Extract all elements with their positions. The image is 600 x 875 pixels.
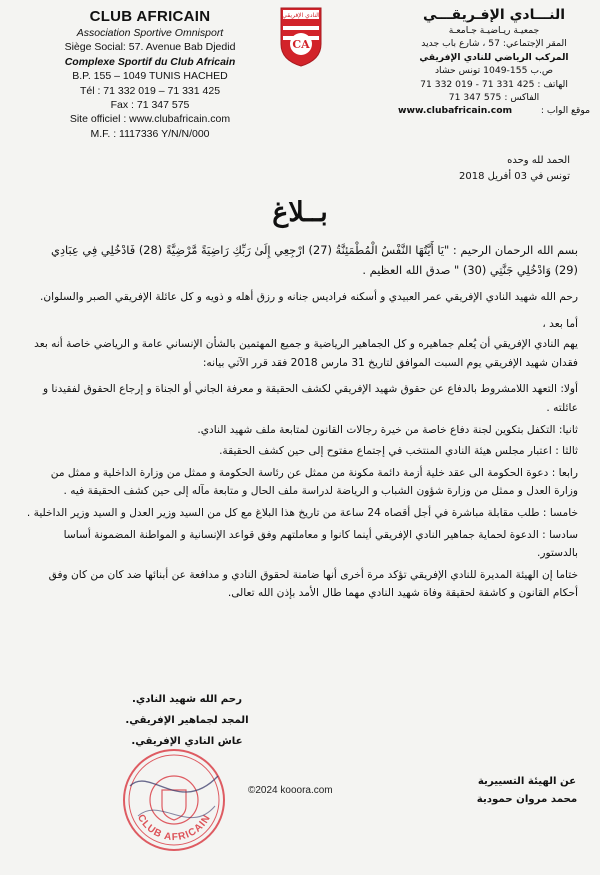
bp-ar: ص.ب 155-1049 تونس حشاد (434, 65, 554, 77)
tel-fr: Tél : 71 332 019 – 71 331 425 (79, 84, 221, 97)
site-ar-label: موقع الواب : (540, 105, 590, 117)
complex-ar: المركب الرياضي للنادي الإفريقي (419, 51, 569, 63)
club-name-ar: النـــادي الإفـريقـــي (422, 7, 565, 23)
decision-item: سادسا : الدعوة لحماية جماهير النادي الإفريقي أينما كانوا و معاملتهم وفق قواعد الإنسانية و المواطنة المضمونة أساسا بالدستور. (63, 528, 578, 560)
complex-fr: Complexe Sportif du Club Africain (64, 55, 236, 68)
siege-fr: Siège Social: 57. Avenue Bab Djedid (64, 41, 236, 54)
signature-block (467, 773, 587, 809)
decision-item: رابعا : دعوة الحكومة الى عقد خلية أزمة دائمة مكونة من ممثل عن رئاسة الحكومة و ممثل من وزارة الداخلية و ممثل من وزارة العدل و ممثل من وزارة شؤون الشباب و الرياضة لدراسة ملف الحال و متابعة مآله إلى حين كشف الحقيقة فيه . (50, 466, 578, 498)
closing-line: رحم الله شهيد النادي. (131, 694, 242, 705)
decision-item: ثالثا : اعتبار مجلس هيئة النادي المنتخب في إجتماع مفتوح إلى حين كشف الحقيقة. (219, 445, 578, 458)
logo-letters: CA (292, 38, 310, 51)
svg-text:CLUB AFRICAIN (135, 813, 213, 843)
decision-item: خامسا : طلب مقابلة مباشرة في أجل أقصاه 24 ساعة من تاريخ هذا البلاغ مع كل من السيد وزير العدل و السيد وزير الداخلية . (26, 506, 578, 519)
site-fr: Site officiel : www.clubafricain.com (69, 113, 231, 126)
letter-title: بــلاغ (272, 197, 328, 228)
closing-lines (92, 689, 282, 752)
club-name-fr: CLUB AFRICAIN (89, 8, 211, 25)
signature-name: محمد مروان حمودية (476, 794, 578, 805)
tel-ar-label: الهاتف : (537, 78, 568, 90)
signature-title: عن الهيئة التسييرية (477, 776, 577, 787)
tel-ar (398, 78, 590, 91)
decision-item: أولا: التعهد اللامشروط بالدفاع عن حقوق شهيد الإفريقي لكشف الحقيقة و معرفة الجاني أو الجناة و إرجاع الحقوق لفقيدنا و عائلته . (42, 383, 578, 414)
tel-ar-value: 71 332 019 - 71 331 425 (420, 78, 535, 90)
closing-line: المجد لجماهير الإفريقي. (125, 715, 249, 726)
closing-line: عاش النادي الإفريقي. (131, 736, 243, 747)
fax-ar-label: الفاكس : (504, 92, 540, 104)
greeting (459, 153, 570, 185)
greeting-line: الحمد لله وحده (507, 155, 570, 166)
site-ar (398, 104, 590, 117)
letterhead-french (50, 8, 250, 141)
club-stamp (120, 746, 228, 854)
logo-top-text: النادي الإفريقي (282, 12, 320, 19)
bp-fr: B.P. 155 – 1049 TUNIS HACHED (72, 70, 228, 83)
fax-ar (398, 91, 590, 104)
mf-fr: M.F. : 1117336 Y/N/N/000 (90, 127, 210, 140)
stamp-text: CLUB AFRICAIN (134, 812, 214, 844)
fax-ar-value: 71 347 575 (448, 92, 502, 104)
club-logo (278, 6, 324, 68)
condolence-paragraph: رحم الله شهيد النادي الإفريقي عمر العبيدي و أسكنه فراديس جنانه و رزق أهله و ذويه و كل عائلة الإفريقي الصبر والسلوان. (39, 291, 578, 303)
letter-body (26, 240, 578, 611)
letter-date: تونس في 03 أفريل 2018 (459, 171, 570, 182)
siege-ar: المقر الإجتماعي: 57 ، شارع باب جديد (421, 38, 567, 50)
fax-fr: Fax : 71 347 575 (110, 99, 190, 112)
announcement-paragraph: يهم النادي الإفريقي أن يُعلم جماهيره و كل الجماهير الرياضية و جميع المهتمين بالشأن الإنساني عامة و الرياضي خاصة أنه بعد فقدان شهيد الإفريقي يوم السبت الموافق لتاريخ 31 مارس 2018 فقد قرر الآتي بيانه: (34, 338, 578, 369)
decision-item: ثانيا: التكفل بتكوين لجنة دفاع خاصة من خيرة رجالات القانون لمتابعة ملف شهيد النادي. (197, 423, 578, 436)
site-ar-value: www.clubafricain.com (398, 105, 513, 117)
watermark: ©2024 kooora.com (248, 785, 333, 796)
association-ar: جمعيـة ريـاضيـة جـامعـة (448, 25, 540, 36)
conclusion-paragraph: ختاما إن الهيئة المديرة للنادي الإفريقي تؤكد مرة أخرى أنها ضامنة لحقوق النادي و مدافعة عن أبنائها ضد كان من كان وفق أحكام القانون و كاشفة لحقيقة وفاة شهيد النادي مهما طال الأمد بإذن الله تعالى. (48, 568, 578, 600)
association-fr: Association Sportive Omnisport (76, 27, 224, 39)
quran-verse: بسم الله الرحمان الرحيم : "يَا أَيَّتُهَا النَّفْسُ الْمُطْمَئِنَّةُ (27) ارْجِعِي إِلَىٰ رَبِّكِ رَاضِيَةً مَّرْضِيَّةً (28) فَادْخُلِي فِي عِبَادِي (29) وَادْخُلِي جَنَّتِي (30) " صدق الله العظيم . (51, 243, 578, 277)
amma-baad: أما بعد ، (542, 317, 578, 330)
letterhead-arabic (398, 6, 590, 118)
